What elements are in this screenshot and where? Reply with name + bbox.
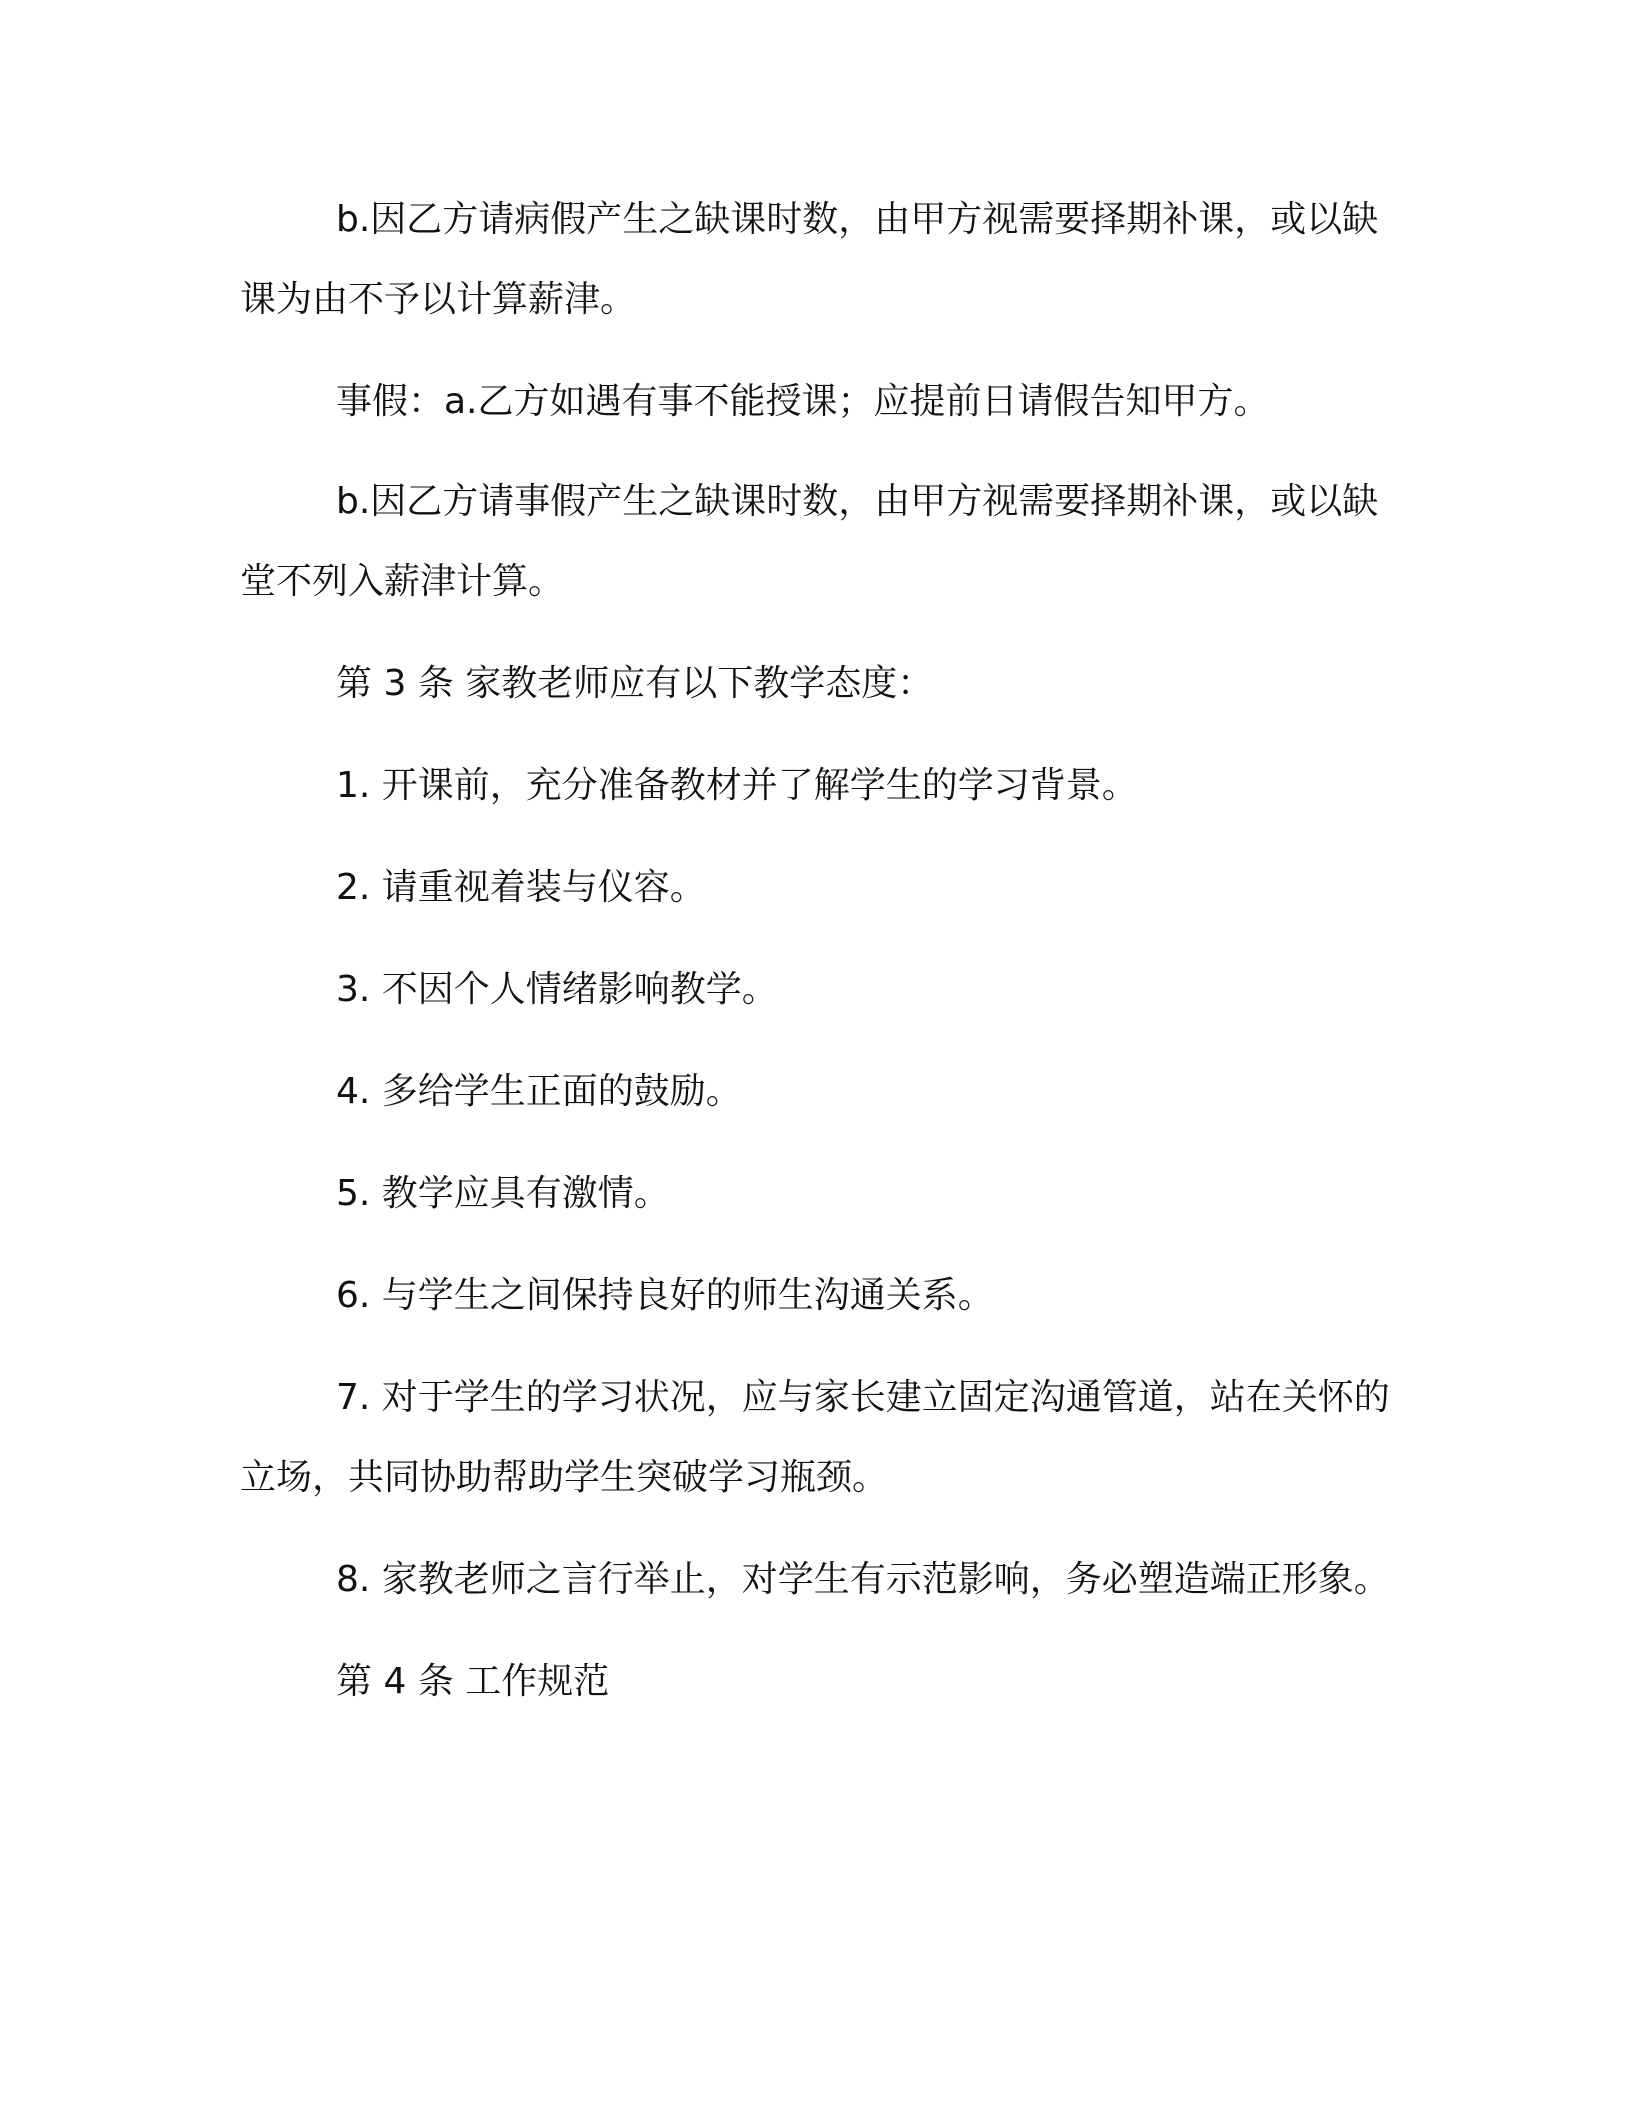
list-item-2: 2. 请重视着装与仪容。 (336, 867, 706, 908)
article-3-heading: 第 3 条 家教老师应有以下教学态度： (336, 663, 934, 704)
list-item-6: 6. 与学生之间保持良好的师生沟通关系。 (336, 1275, 994, 1316)
list-item-4: 4. 多给学生正面的鼓励。 (336, 1071, 742, 1112)
list-item-7: 7. 对于学生的学习状况，应与家长建立固定沟通管道，站在关怀的立场，共同协助帮助学生突破学习瓶颈。 (240, 1377, 1390, 1498)
list-item-1: 1. 开课前，充分准备教材并了解学生的学习背景。 (336, 765, 1138, 806)
paragraph-personal-leave-b: b.因乙方请事假产生之缺课时数，由甲方视需要择期补课，或以缺堂不列入薪津计算。 (240, 481, 1379, 602)
article-4-heading: 第 4 条 工作规范 (336, 1661, 610, 1702)
list-item-5: 5. 教学应具有激情。 (336, 1173, 670, 1214)
paragraph-personal-leave-a: 事假：a.乙方如遇有事不能授课；应提前日请假告知甲方。 (336, 381, 1270, 422)
paragraph-sick-leave-b: b.因乙方请病假产生之缺课时数，由甲方视需要择期补课，或以缺课为由不予以计算薪津。 (240, 199, 1379, 320)
list-item-3: 3. 不因个人情绪影响教学。 (336, 969, 778, 1010)
list-item-8: 8. 家教老师之言行举止，对学生有示范影响，务必塑造端正形象。 (336, 1559, 1390, 1600)
